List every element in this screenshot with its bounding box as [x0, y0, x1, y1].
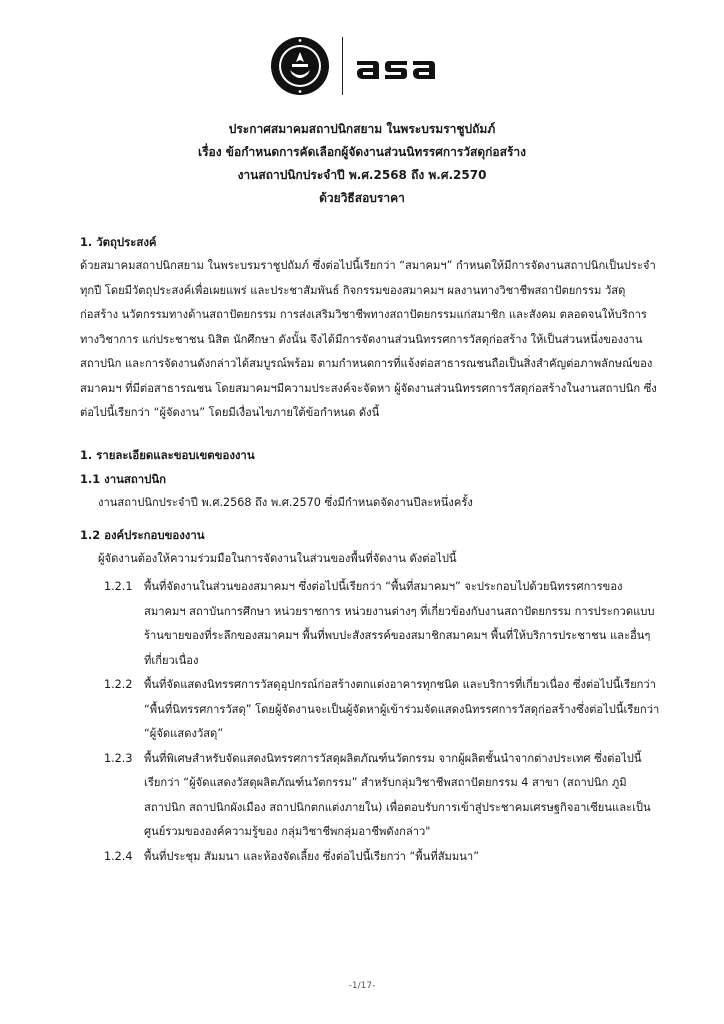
title-line-1: ประกาศสมาคมสถาปนิกสยาม ในพระบรมราชูปถัมภ์ — [228, 122, 496, 136]
paragraph-line: ทุกปี โดยมีวัตถุประสงค์เพื่อเผยแพร่ และประชาสัมพันธ์ กิจกรรมของสมาคมฯ ผลงานทางวิชาชีพสถาปัตยกรรม วัสดุ — [80, 283, 626, 297]
section-heading: 1. วัตถุประสงค์ — [80, 235, 157, 249]
paragraph-line: ทางวิชาการ แก่ประชาชน นิสิต นักศึกษา ดังนั้น จึงได้มีการจัดงานส่วนนิทรรศการวัสดุก่อสร้าง ให้เป็นส่วนหนึ่งของงาน — [80, 332, 643, 346]
logo-divider — [342, 37, 343, 95]
item-line: สมาคมฯ สถาบันการศึกษา หน่วยราชการ หน่วยงานต่างๆ ที่เกี่ยวข้องกับงานสถาปัตยกรรม การประกวดแบบ — [144, 604, 655, 618]
subsection-heading: 1.1 งานสถาปนิก — [80, 472, 167, 486]
paragraph-line: สมาคมฯ ที่มีต่อสาธารณชน โดยสมาคมฯมีความประสงค์จะจัดหา ผู้จัดงานส่วนนิทรรศการวัสดุก่อสร้างในงานสถาปนิก ซึ่ง — [80, 381, 657, 395]
asa-seal-icon — [270, 36, 330, 96]
item-line: ศูนย์รวมขององค์ความรู้ของ กลุ่มวิชาชีพกลุ่มอาชีพดังกล่าว" — [144, 825, 431, 838]
objective-paragraph — [80, 254, 664, 426]
section-scope — [80, 443, 664, 869]
title-line-3: งานสถาปนิกประจำปี พ.ศ.2568 ถึง พ.ศ.2570 — [237, 168, 487, 182]
list-item — [80, 747, 664, 845]
item-number: 1.2.4 — [104, 849, 133, 863]
paragraph-line: สถาปนิก และการจัดงานดังกล่าวได้สมบูรณ์พร้อม ตามกำหนดการที่แจ้งต่อสาธารณชนถือเป็นสิ่งสำคัญต่อภาพลักษณ์ของ — [80, 357, 653, 370]
item-line: พื้นที่พิเศษสำหรับจัดแสดงนิทรรศการวัสดุผลิตภัณฑ์นวัตกรรม จากผู้ผลิตชั้นนำจากต่างประเทศ ซึ่งต่อไปนี้ — [144, 751, 642, 765]
paragraph-line: ต่อไปนี้เรียกว่า “ผู้จัดงาน” โดยมีเงื่อนไขภายใต้ข้อกำหนด ดังนี้ — [80, 406, 380, 419]
item-line: สถาปนิก สถาปนิกผังเมือง สถาปนิกตกแต่งภายใน) เพื่อตอบรับการเข้าสู่ประชาคมเศรษฐกิจอาเซียนและเป็น — [144, 800, 651, 814]
title-line-4: ด้วยวิธีสอบราคา — [319, 191, 405, 205]
subsection-text: งานสถาปนิกประจำปี พ.ศ.2568 ถึง พ.ศ.2570 ซึ่งมีกำหนดจัดงานปีละหนึ่งครั้ง — [98, 496, 473, 509]
subsection-heading: 1.2 องค์ประกอบของงาน — [80, 528, 205, 542]
list-item — [80, 673, 664, 747]
item-line: “ผู้จัดแสดงวัสดุ” — [144, 727, 224, 740]
item-line: “พื้นที่นิทรรศการวัสดุ” โดยผู้จัดงานจะเป็นผู้จัดหาผู้เข้าร่วมจัดแสดงนิทรรศการวัสดุก่อสร้างซึ่งต่อไปนี้เรียกว่า — [144, 702, 660, 716]
item-line: เรียกว่า “ผู้จัดแสดงวัสดุผลิตภัณฑ์นวัตกรรม” สำหรับกลุ่มวิชาชีพสถาปัตยกรรม 4 สาขา (สถาปนิก ภูมิ — [144, 776, 627, 789]
section-heading: 1. รายละเอียดและขอบเขตของงาน — [80, 448, 255, 462]
list-item — [80, 845, 664, 870]
title-line-2: เรื่อง ข้อกำหนดการคัดเลือกผู้จัดงานส่วนนิทรรศการวัสดุก่อสร้าง — [198, 145, 526, 159]
item-line: ร้านขายของที่ระลึกของสมาคมฯ พื้นที่พบปะสังสรรค์ของสมาชิกสมาคมฯ พื้นที่ให้บริการประชาชน และอื่นๆ — [144, 629, 651, 642]
asa-logo-icon — [355, 51, 439, 81]
header-logos — [270, 36, 439, 96]
item-line: พื้นที่จัดแสดงนิทรรศการวัสดุอุปกรณ์ก่อสร้างตกแต่งอาคารทุกชนิด และบริการที่เกี่ยวเนื่อง ซึ่งต่อไปนี้เรียกว่า — [144, 678, 656, 691]
item-line: พื้นที่จัดงานในส่วนของสมาคมฯ ซึ่งต่อไปนี้เรียกว่า “พื้นที่สมาคมฯ” จะประกอบไปด้วยนิทรรศการของ — [144, 580, 623, 593]
item-number: 1.2.3 — [104, 751, 133, 765]
item-line: ที่เกี่ยวเนื่อง — [144, 653, 199, 667]
announcement-title — [0, 118, 724, 210]
subsection-intro: ผู้จัดงานต้องให้ความร่วมมือในการจัดงานในส่วนของพื้นที่จัดงาน ดังต่อไปนี้ — [98, 552, 457, 565]
section-objective — [80, 230, 664, 426]
paragraph-line: ก่อสร้าง นวัตกรรมทางด้านสถาปัตยกรรม การส่งเสริมวิชาชีพทางสถาปัตยกรรมแก่สมาชิก และสังคม ตลอดจนให้บริการ — [80, 308, 647, 321]
item-number: 1.2.1 — [104, 580, 133, 593]
scope-items — [80, 575, 664, 869]
paragraph-line: ด้วยสมาคมสถาปนิกสยาม ในพระบรมราชูปถัมภ์ ซึ่งต่อไปนี้เรียกว่า “สมาคมฯ” กำหนดให้มีการจัดงานสถาปนิกเป็นประจำ — [80, 259, 656, 272]
list-item — [80, 575, 664, 673]
item-line: พื้นที่ประชุม สัมมนา และห้องจัดเลี้ยง ซึ่งต่อไปนี้เรียกว่า “พื้นที่สัมมนา” — [144, 849, 480, 863]
item-number: 1.2.2 — [104, 678, 133, 691]
page-number: -1/17- — [348, 981, 376, 991]
